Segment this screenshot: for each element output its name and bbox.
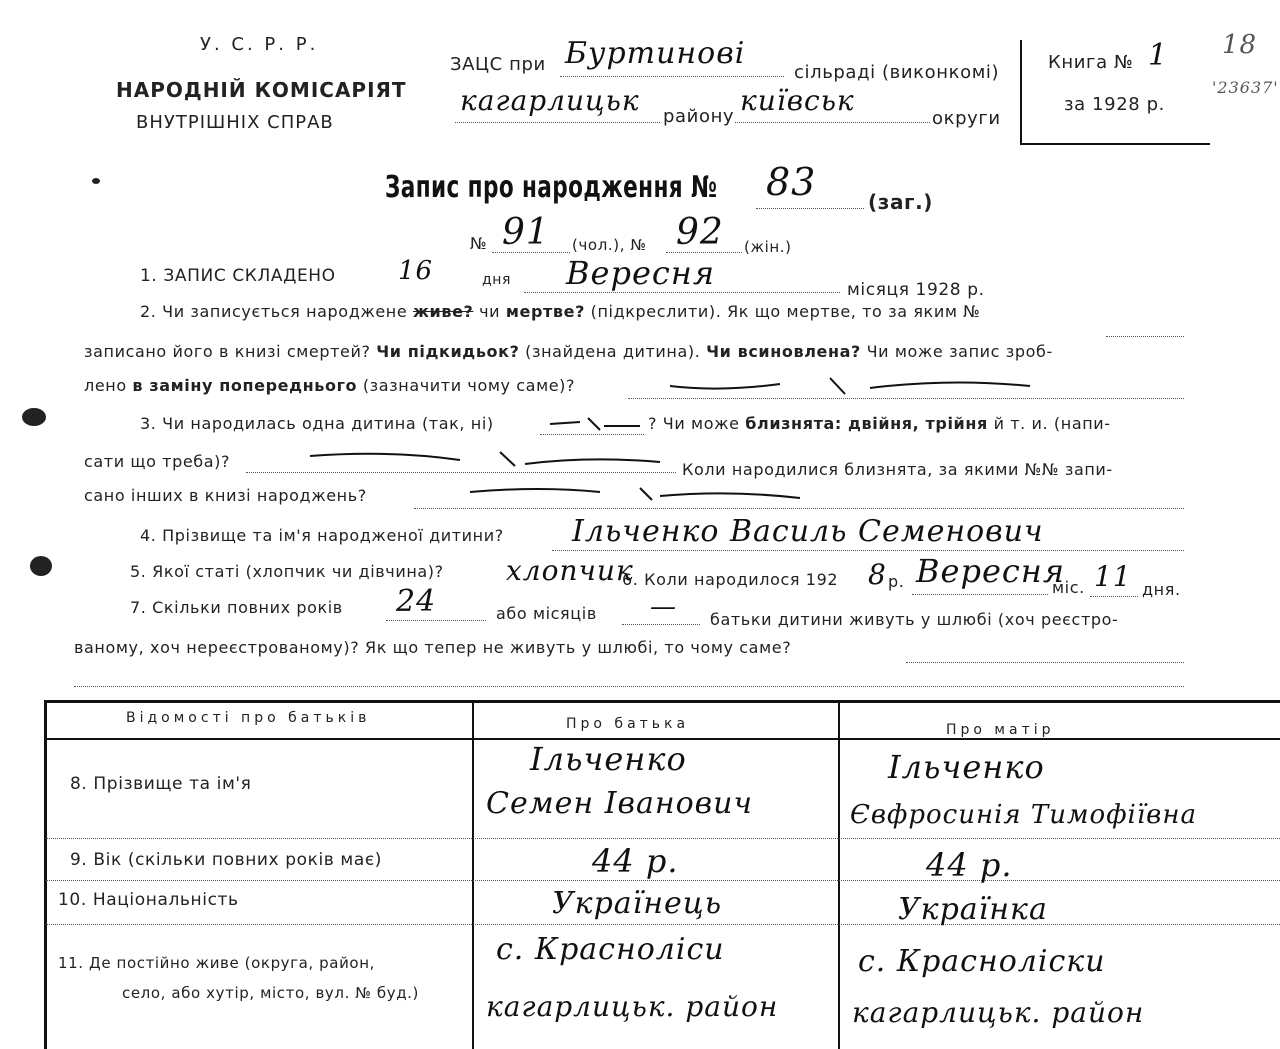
row-divider-3 [46, 924, 1280, 925]
q2-alive: живе? [413, 302, 474, 321]
row-divider-2 [46, 880, 1280, 881]
q1-day-label: дня [482, 272, 512, 288]
female-number-handwritten: 92 [676, 212, 724, 253]
q6-month-handwritten: Вересня [916, 552, 1066, 590]
okruha-label: округи [932, 108, 1001, 129]
table-header-parents: Відомості про батьків [126, 710, 371, 726]
q2-line1 [140, 302, 980, 321]
q1-month-line [524, 292, 840, 293]
row11-father-address-1: с. Красноліси [496, 932, 725, 967]
row11-father-address-2: кагарлицьк. район [486, 990, 779, 1023]
row8-father-name: Семен Іванович [486, 786, 754, 821]
record-number-line [756, 208, 864, 209]
row8-mother-surname: Ільченко [888, 748, 1045, 786]
q1-day-handwritten: 16 [398, 256, 434, 286]
q3-line2-a: сати що треба)? [84, 452, 231, 471]
q6-dnia: дня. [1142, 580, 1181, 599]
row10-label: 10. Національність [58, 890, 239, 910]
q3-twins: близнята: двійня, трійня [745, 414, 988, 433]
q3-dash-mark [540, 414, 650, 434]
row9-father-age: 44 р. [592, 842, 679, 880]
q2-a: 2. Чи записується народжене [140, 302, 408, 321]
q2-replace: в заміну попереднього [132, 376, 358, 395]
row10-father-nationality: Українець [552, 886, 723, 921]
q2-found: Чи підкидьок? [376, 342, 520, 361]
q2-number-line [1106, 336, 1184, 337]
ministry-line2: ВНУТРІШНІХ СПРАВ [136, 112, 334, 133]
state-name: У. С. Р. Р. [200, 34, 319, 55]
q7-years-handwritten: 24 [396, 584, 437, 619]
q6-day-handwritten: 11 [1094, 560, 1132, 593]
female-number-line [666, 252, 742, 253]
row11-mother-address-1: с. Красноліски [858, 944, 1106, 979]
book-box-left-border [1020, 40, 1022, 144]
q7-c: батьки дитини живуть у шлюбі (хоч реєстро- [710, 610, 1119, 629]
q6-year-handwritten: 8 [868, 558, 887, 591]
q2-dash-strokes [660, 374, 1060, 402]
village-council-label: сільраді (виконкомі) [794, 62, 1000, 83]
corner-handwritten-mark: 18 [1222, 30, 1258, 60]
q2-adopted: Чи всиновлена? [706, 342, 861, 361]
row8-label: 8. Прізвище та ім'я [70, 774, 252, 794]
q3-one-line [540, 434, 644, 435]
q7-line2: ваному, хоч нереєстрованому)? Як що тепер не живуть у шлюбі, то чому саме? [74, 638, 792, 657]
male-number-handwritten: 91 [502, 212, 550, 253]
q6-day-line [1090, 596, 1138, 597]
q2-line2-c: Чи може запис зроб- [866, 342, 1053, 361]
row11-label-line2: село, або хутір, місто, вул. № буд.) [122, 984, 419, 1002]
q7-months-handwritten: — [650, 592, 677, 622]
village-handwritten: Буртинові [565, 36, 746, 71]
q2-dead: мертве? [505, 302, 585, 321]
q5-sex-handwritten: хлопчик [506, 554, 634, 587]
record-number-handwritten: 83 [766, 160, 817, 204]
q2-line3 [84, 376, 575, 395]
table-col-divider-1 [472, 700, 474, 1049]
q4-label: 4. Прізвище та ім'я народженої дитини? [140, 526, 504, 545]
q6-month-line [912, 594, 1048, 595]
okruha-handwritten: київськ [740, 84, 855, 117]
q3-c: й т. и. (напи- [993, 414, 1111, 433]
district-line [455, 122, 660, 123]
row11-mother-address-2: кагарлицьк. район [852, 996, 1145, 1029]
row-divider-1 [46, 838, 1280, 839]
book-label: Книга № [1048, 52, 1134, 73]
q7-months-line [622, 624, 700, 625]
q6-mis: міс. [1052, 578, 1085, 597]
q3-line2-b: Коли народилися близнята, за якими №№ запи- [682, 460, 1113, 479]
table-left-border [44, 700, 47, 1049]
row10-mother-nationality: Українка [898, 892, 1048, 927]
q3-b: ? Чи може [648, 414, 740, 433]
q7-b: або місяців [496, 604, 597, 623]
q2-line2-a: записано його в книзі смертей? [84, 342, 371, 361]
q3-line3-answer-line [414, 508, 1184, 509]
table-top-border [44, 700, 1280, 703]
ministry-line1: НАРОДНІЙ КОМІСАРІЯТ [116, 78, 407, 102]
book-number-handwritten: 1 [1148, 38, 1169, 73]
scan-spot [30, 556, 52, 576]
table-col-divider-2 [838, 700, 840, 1049]
q1-label: 1. ЗАПИС СКЛАДЕНО [140, 266, 336, 286]
okruha-line [735, 122, 930, 123]
q2-line3-b: (зазначити чому саме)? [362, 376, 576, 395]
village-line [560, 76, 784, 77]
district-label: району [663, 106, 735, 127]
q6-label: 6. Коли народилося 192 [622, 570, 839, 589]
corner-handwritten-mark2: '23637' [1212, 78, 1279, 97]
table-header-father: Про батька [566, 716, 690, 732]
row8-mother-name: Євфросинія Тимофіївна [850, 800, 1197, 830]
row9-label: 9. Вік (скільки повних років має) [70, 850, 383, 870]
table-header-mother: Про матір [946, 722, 1055, 738]
male-number-line [492, 252, 570, 253]
q5-label: 5. Якої статі (хлопчик чи дівчина)? [130, 562, 444, 581]
zags-label: ЗАЦС при [450, 54, 546, 75]
q6-r: р. [888, 572, 905, 591]
q7-answer-line2 [74, 686, 1184, 687]
district-handwritten: кагарлицьк [460, 84, 640, 117]
q7-years-line [386, 620, 486, 621]
male-label: (чол.), № [572, 236, 647, 254]
book-year: за 1928 р. [1064, 94, 1166, 115]
q4-child-name-handwritten: Ільченко Василь Семенович [572, 514, 1044, 549]
q3-line3: сано інших в книзі народжень? [84, 486, 367, 505]
q7-answer-line [906, 662, 1184, 663]
q2-c: (підкреслити). Як що мертве, то за яким № [590, 302, 981, 321]
q3-line2-answer-line [246, 472, 676, 473]
q2-line3-a: лено [84, 376, 127, 395]
scan-spot [22, 408, 46, 426]
book-box-bottom-border [1020, 143, 1210, 145]
row9-mother-age: 44 р. [926, 846, 1013, 884]
row11-label-line1: 11. Де постійно живе (округа, район, [58, 954, 375, 972]
q1-month-handwritten: Вересня [566, 254, 716, 292]
q7-a: 7. Скільки повних років [130, 598, 343, 617]
q2-line2-b: (знайдена дитина). [525, 342, 701, 361]
q2-line2 [84, 342, 1053, 361]
scan-spot [92, 178, 100, 184]
q3-line2-dashes [270, 446, 670, 472]
no-label: № [470, 234, 488, 253]
q1-month-label: місяця 1928 р. [847, 280, 985, 300]
q3-line3-dashes [440, 480, 820, 506]
row8-father-surname: Ільченко [530, 740, 687, 778]
title-suffix: (заг.) [868, 190, 934, 214]
q2-b: чи [479, 302, 501, 321]
q3-line1-right [648, 414, 1111, 433]
q3-a: 3. Чи народилась одна дитина (так, ні) [140, 414, 494, 433]
female-label: (жін.) [744, 238, 792, 256]
q4-answer-line [552, 550, 1184, 551]
page-title: Запис про народження № [385, 170, 718, 205]
